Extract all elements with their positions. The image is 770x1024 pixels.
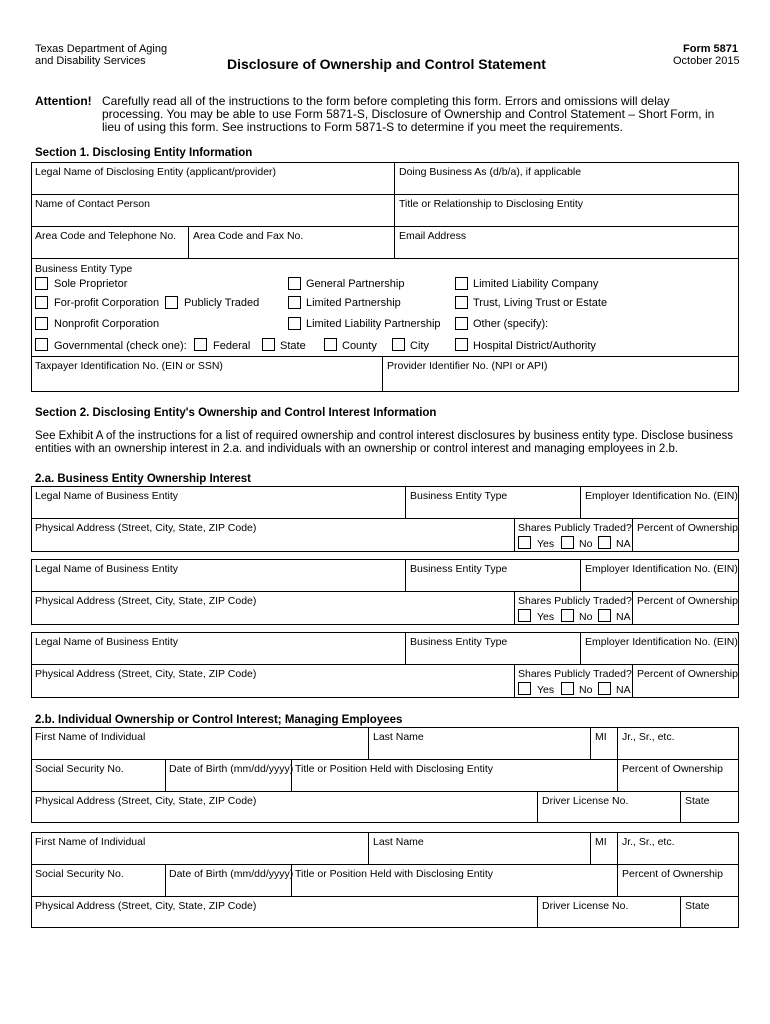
entity3-legal-name-field[interactable]: Legal Name of Business Entity: [35, 636, 178, 648]
agency-name-line1: Texas Department of Aging: [35, 43, 168, 55]
federal-checkbox[interactable]: [194, 338, 207, 351]
individual1-dob-field[interactable]: Date of Birth (mm/dd/yyyy): [169, 763, 294, 775]
individual2-title-field[interactable]: Title or Position Held with Disclosing Entity: [295, 868, 494, 880]
entity2-yes-label: Yes: [537, 611, 555, 623]
individual2-percent-field[interactable]: Percent of Ownership: [622, 868, 723, 880]
individual2-dob-field[interactable]: Date of Birth (mm/dd/yyyy): [169, 868, 294, 880]
entity2-ein-field[interactable]: Employer Identification No. (EIN): [585, 563, 738, 575]
section2-intro-line1: See Exhibit A of the instructions for a list of required ownership and control interest disclosures by business entity type. Disclose business: [35, 430, 734, 442]
entity2-type-field[interactable]: Business Entity Type: [410, 563, 508, 575]
individual1-address-field[interactable]: Physical Address (Street, City, State, ZIP Code): [35, 795, 257, 807]
entity1-no-label: No: [579, 538, 593, 550]
entity2-na-label: NA: [616, 611, 631, 623]
forprofit-corporation-label: For-profit Corporation: [54, 297, 160, 309]
city-label: City: [410, 340, 429, 352]
attention-text-line2: processing. You may be able to use Form 5871-S, Disclosure of Ownership and Control Statement – Short Form, in: [102, 107, 715, 121]
llc-checkbox[interactable]: [455, 277, 468, 290]
county-checkbox[interactable]: [324, 338, 337, 351]
entity2-legal-name-field[interactable]: Legal Name of Business Entity: [35, 563, 178, 575]
trust-label: Trust, Living Trust or Estate: [473, 297, 608, 309]
attention-text-line1: Carefully read all of the instructions to the form before completing this form. Errors and omissions will delay: [102, 94, 670, 108]
individual2-ssn-field[interactable]: Social Security No.: [35, 868, 124, 880]
email-field[interactable]: Email Address: [399, 230, 467, 242]
individual2-mi-field[interactable]: MI: [595, 836, 607, 848]
tin-field[interactable]: Taxpayer Identification No. (EIN or SSN): [35, 360, 223, 372]
entity-type-label: Business Entity Type: [35, 263, 133, 275]
nonprofit-corporation-label: Nonprofit Corporation: [54, 318, 160, 330]
trust-checkbox[interactable]: [455, 296, 468, 309]
agency-name-line2: and Disability Services: [35, 55, 146, 67]
individual1-suffix-field[interactable]: Jr., Sr., etc.: [622, 731, 675, 743]
county-label: County: [342, 340, 377, 352]
entity1-shares-label: Shares Publicly Traded?: [518, 522, 632, 534]
individual2-state-field[interactable]: State: [685, 900, 710, 912]
attention-label: Attention!: [35, 94, 92, 108]
hospital-district-label: Hospital District/Authority: [473, 340, 596, 352]
hospital-district-checkbox[interactable]: [455, 338, 468, 351]
individual1-percent-field[interactable]: Percent of Ownership: [622, 763, 723, 775]
section2-heading: Section 2. Disclosing Entity's Ownership and Control Interest Information: [35, 407, 437, 419]
individual1-license-field[interactable]: Driver License No.: [542, 795, 629, 807]
individual1-first-name-field[interactable]: First Name of Individual: [35, 731, 146, 743]
general-partnership-label: General Partnership: [306, 278, 405, 290]
entity1-na-checkbox[interactable]: [598, 536, 611, 549]
publicly-traded-checkbox[interactable]: [165, 296, 178, 309]
limited-partnership-label: Limited Partnership: [306, 297, 401, 309]
entity2-address-field[interactable]: Physical Address (Street, City, State, ZIP Code): [35, 595, 257, 607]
entity1-yes-label: Yes: [537, 538, 555, 550]
form-number: Form 5871: [683, 43, 739, 55]
form-date: October 2015: [673, 55, 740, 67]
entity1-no-checkbox[interactable]: [561, 536, 574, 549]
nonprofit-corporation-checkbox[interactable]: [35, 317, 48, 330]
sole-proprietor-checkbox[interactable]: [35, 277, 48, 290]
entity3-address-field[interactable]: Physical Address (Street, City, State, ZIP Code): [35, 668, 257, 680]
federal-label: Federal: [213, 340, 251, 352]
entity2-no-label: No: [579, 611, 593, 623]
entity1-yes-checkbox[interactable]: [518, 536, 531, 549]
individual1-state-field[interactable]: State: [685, 795, 710, 807]
form-title: Disclosure of Ownership and Control Statement: [227, 56, 546, 72]
entity3-yes-label: Yes: [537, 684, 555, 696]
forprofit-corporation-checkbox[interactable]: [35, 296, 48, 309]
entity1-ein-field[interactable]: Employer Identification No. (EIN): [585, 490, 738, 502]
governmental-checkbox[interactable]: [35, 338, 48, 351]
title-relationship-field[interactable]: Title or Relationship to Disclosing Entity: [399, 198, 584, 210]
attention-text-line3: lieu of using this form. See instructions to Form 5871-S to determine if you meet the requirements.: [102, 120, 623, 134]
entity3-yes-checkbox[interactable]: [518, 682, 531, 695]
individual1-mi-field[interactable]: MI: [595, 731, 607, 743]
entity3-na-label: NA: [616, 684, 631, 696]
llp-label: Limited Liability Partnership: [306, 318, 441, 330]
section2a-heading: 2.a. Business Entity Ownership Interest: [35, 473, 252, 485]
entity3-type-field[interactable]: Business Entity Type: [410, 636, 508, 648]
limited-partnership-checkbox[interactable]: [288, 296, 301, 309]
telephone-field[interactable]: Area Code and Telephone No.: [35, 230, 177, 242]
entity2-na-checkbox[interactable]: [598, 609, 611, 622]
state-label: State: [280, 340, 306, 352]
individual1-last-name-field[interactable]: Last Name: [373, 731, 424, 743]
individual2-address-field[interactable]: Physical Address (Street, City, State, ZIP Code): [35, 900, 257, 912]
entity3-shares-label: Shares Publicly Traded?: [518, 668, 632, 680]
entity2-percent-field[interactable]: Percent of Ownership: [637, 595, 738, 607]
entity3-ein-field[interactable]: Employer Identification No. (EIN): [585, 636, 738, 648]
individual2-license-field[interactable]: Driver License No.: [542, 900, 629, 912]
section2-intro-line2: entities with an ownership interest in 2.a. and individuals with an ownership or control interest and managing employees in 2.b.: [35, 443, 679, 455]
section1-table: [31, 162, 739, 392]
state-checkbox[interactable]: [262, 338, 275, 351]
llp-checkbox[interactable]: [288, 317, 301, 330]
legal-name-field[interactable]: Legal Name of Disclosing Entity (applicant/provider): [35, 166, 277, 178]
other-label: Other (specify):: [473, 318, 549, 330]
llc-label: Limited Liability Company: [473, 278, 599, 290]
governmental-label: Governmental (check one):: [54, 340, 187, 352]
entity1-type-field[interactable]: Business Entity Type: [410, 490, 508, 502]
section1-heading: Section 1. Disclosing Entity Information: [35, 147, 253, 159]
entity1-na-label: NA: [616, 538, 631, 550]
city-checkbox[interactable]: [392, 338, 405, 351]
entity2-shares-label: Shares Publicly Traded?: [518, 595, 632, 607]
entity2-no-checkbox[interactable]: [561, 609, 574, 622]
section2b-heading: 2.b. Individual Ownership or Control Interest; Managing Employees: [35, 714, 403, 726]
entity1-address-field[interactable]: Physical Address (Street, City, State, ZIP Code): [35, 522, 257, 534]
publicly-traded-label: Publicly Traded: [184, 297, 260, 309]
individual1-ssn-field[interactable]: Social Security No.: [35, 763, 124, 775]
individual2-last-name-field[interactable]: Last Name: [373, 836, 424, 848]
contact-person-field[interactable]: Name of Contact Person: [35, 198, 150, 210]
other-checkbox[interactable]: [455, 317, 468, 330]
individual2-first-name-field[interactable]: First Name of Individual: [35, 836, 146, 848]
dba-field[interactable]: Doing Business As (d/b/a), if applicable: [399, 166, 582, 178]
individual1-title-field[interactable]: Title or Position Held with Disclosing Entity: [295, 763, 494, 775]
entity3-no-label: No: [579, 684, 593, 696]
entity2-yes-checkbox[interactable]: [518, 609, 531, 622]
sole-proprietor-label: Sole Proprietor: [54, 278, 128, 290]
entity1-legal-name-field[interactable]: Legal Name of Business Entity: [35, 490, 178, 502]
fax-field[interactable]: Area Code and Fax No.: [193, 230, 304, 242]
npi-field[interactable]: Provider Identifier No. (NPI or API): [387, 360, 548, 372]
general-partnership-checkbox[interactable]: [288, 277, 301, 290]
entity3-percent-field[interactable]: Percent of Ownership: [637, 668, 738, 680]
entity3-no-checkbox[interactable]: [561, 682, 574, 695]
individual2-suffix-field[interactable]: Jr., Sr., etc.: [622, 836, 675, 848]
entity3-na-checkbox[interactable]: [598, 682, 611, 695]
entity1-percent-field[interactable]: Percent of Ownership: [637, 522, 738, 534]
